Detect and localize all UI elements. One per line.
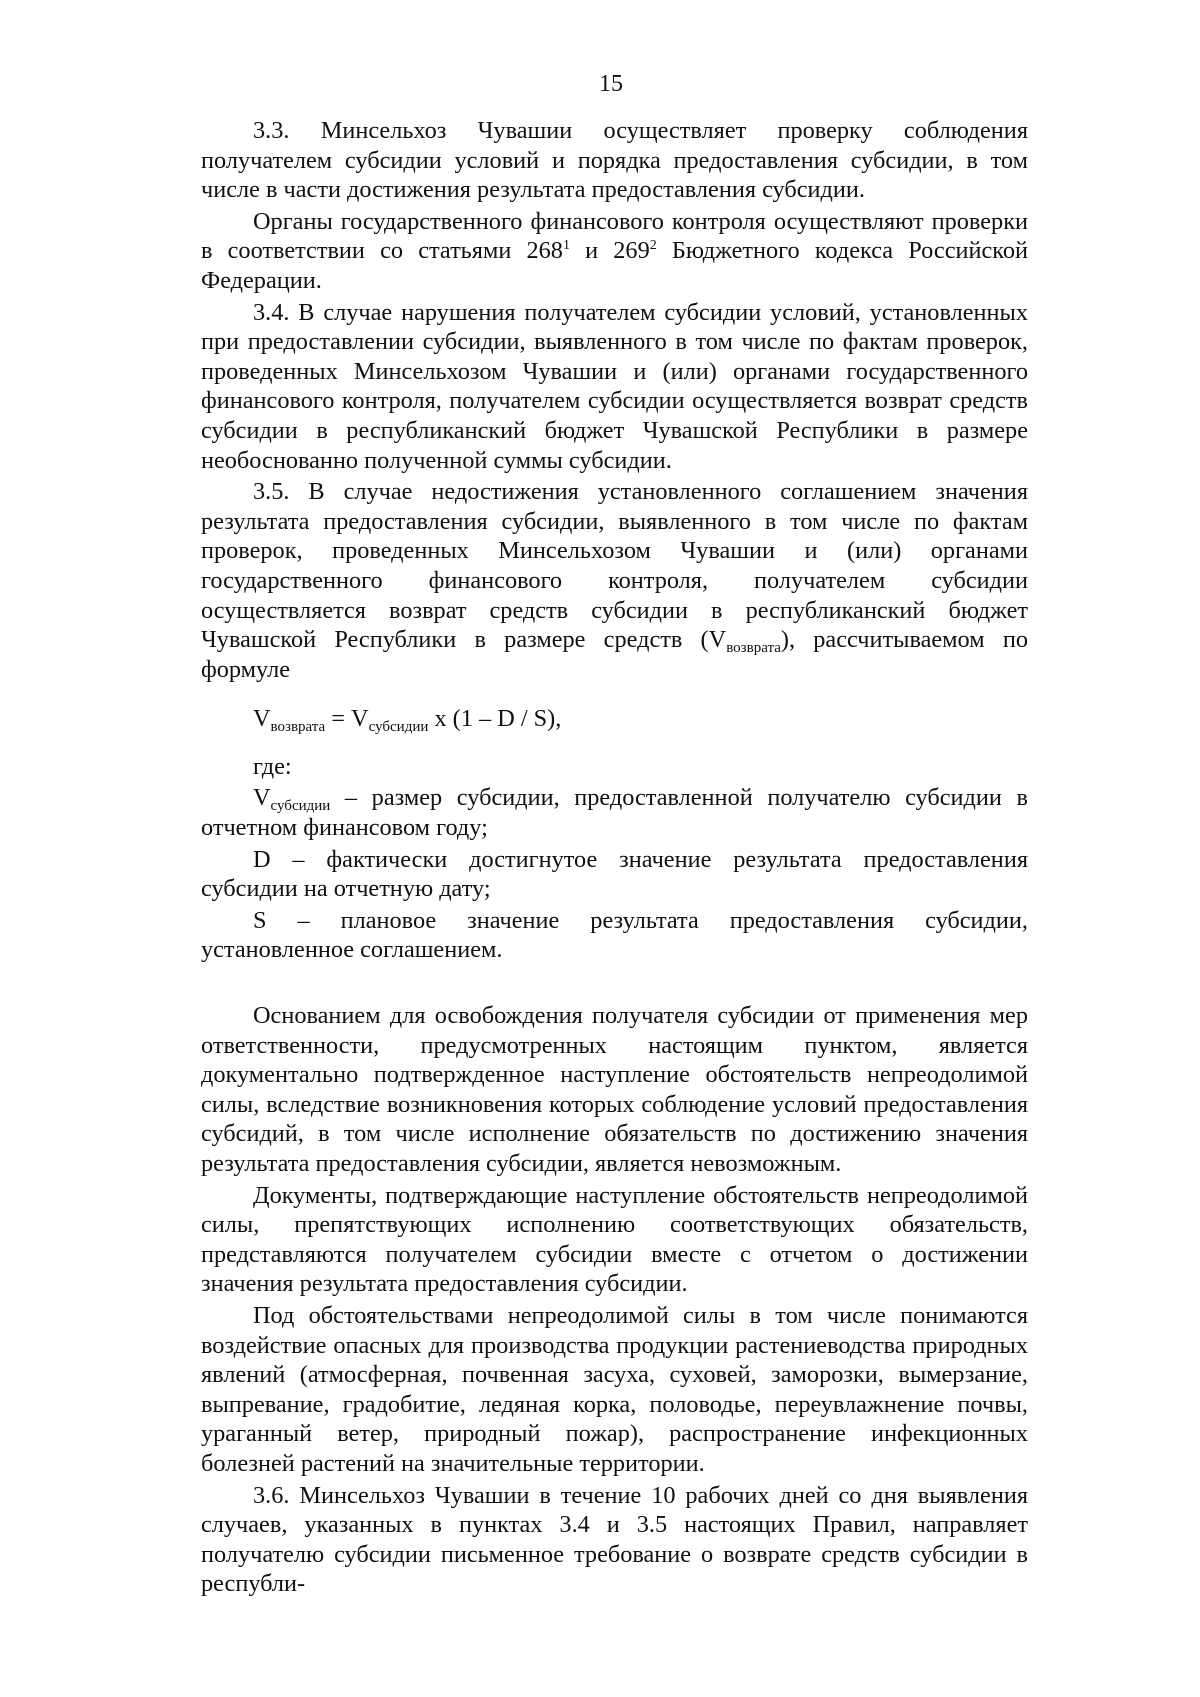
paragraph-documents: Документы, подтверждающие наступление обстоятельств непреодолимой силы, препятствующих исполнению соответствующих обязательств, представляются получателем субсидии вместе с отчетом о достижении значения результата предоставления субсидии. <box>201 1181 1028 1298</box>
paragraph-basis: Основанием для освобождения получателя субсидии от применения мер ответственности, предусмотренных настоящим пунктом, является документально подтвержденное наступление обстоятельств непреодолимой силы, вследствие возникновения которых соблюдение условий предоставления субсидий, в том числе исполнение обязательств по достижению значения результата предоставления субсидии, является невозможным. <box>201 1002 1028 1177</box>
formula <box>201 704 1028 734</box>
control-text-mid: и 269 <box>569 237 650 265</box>
footnote-mark-1: 1 <box>562 238 570 254</box>
control-text-after: Бюджетного кодекса Российской Федерации. <box>201 237 1028 294</box>
page-number: 15 <box>599 71 623 97</box>
p35-text: 3.5. В случае недостижения установленного соглашением значения результата предоставления субсидии, выявленного в том числе по фактам проверок, проведенных Минсельхозом Чувашии и (или) органами государственного финансового контроля, получателем субсидии осуществляется возврат средств субсидии в республиканский бюджет Чувашской Республики в размере средств (V <box>201 478 1028 654</box>
formula-rest: x (1 – D / S), <box>428 705 562 733</box>
where-label: где: <box>253 752 292 780</box>
formula-sub-subsidy: субсидии <box>368 719 429 736</box>
document-body <box>201 116 1028 1601</box>
definition-v <box>201 783 1028 842</box>
p35-tail: ), рассчитываемом по формуле <box>201 626 1028 683</box>
def-v-subscript: субсидии <box>270 798 331 815</box>
definition-d: D – фактически достигнутое значение результата предоставления субсидии на отчетную дату; <box>201 845 1028 903</box>
p35-subscript: возврата <box>726 640 781 657</box>
definition-s: S – плановое значение результата предоставления субсидии, установленное соглашением. <box>201 906 1028 964</box>
formula-sub-return: возврата <box>270 719 326 736</box>
paragraph-force-majeure: Под обстоятельствами непреодолимой силы в том числе понимаются воздействие опасных для производства продукции растениеводства природных явлений (атмосферная, почвенная засуха, суховей, заморозки, вымерзание, выпревание, градобитие, ледяная корка, половодье, переувлажнение почвы, ураганный ветер, природный пожар), распространение инфекционных болезней растений на значительные территории. <box>201 1301 1028 1477</box>
formula-eq: = V <box>325 705 369 733</box>
def-v-symbol: V <box>253 784 271 812</box>
def-v-text: – размер субсидии, предоставленной получателю субсидии в отчетном финансовом году; <box>201 784 1028 842</box>
control-text-before: Органы государственного финансового контроля осуществляют проверки в соответствии со статьями 268 <box>201 207 1028 265</box>
paragraph-3-5 <box>201 477 1028 684</box>
paragraph-3-6: 3.6. Минсельхоз Чувашии в течение 10 рабочих дней со дня выявления случаев, указанных в пунктах 3.4 и 3.5 настоящих Правил, направляет получателю субсидии письменное требование о возврате средств субсидии в республи- <box>201 1481 1028 1598</box>
paragraph-3-3: 3.3. Минсельхоз Чувашии осуществляет проверку соблюдения получателем субсидии условий и порядка предоставления субсидии, в том числе в части достижения результата предоставления субсидии. <box>201 117 1028 204</box>
formula-v: V <box>253 705 271 733</box>
footnote-mark-2: 2 <box>649 238 657 254</box>
paragraph-3-4: 3.4. В случае нарушения получателем субсидии условий, установленных при предоставлении субсидии, выявленного в том числе по фактам проверок, проведенных Минсельхозом Чувашии и (или) органами государственного финансового контроля, получателем субсидии осуществляется возврат средств субсидии в республиканский бюджет Чувашской Республики в размере необоснованно полученной суммы субсидии. <box>201 298 1028 474</box>
paragraph-financial-control <box>201 207 1028 296</box>
